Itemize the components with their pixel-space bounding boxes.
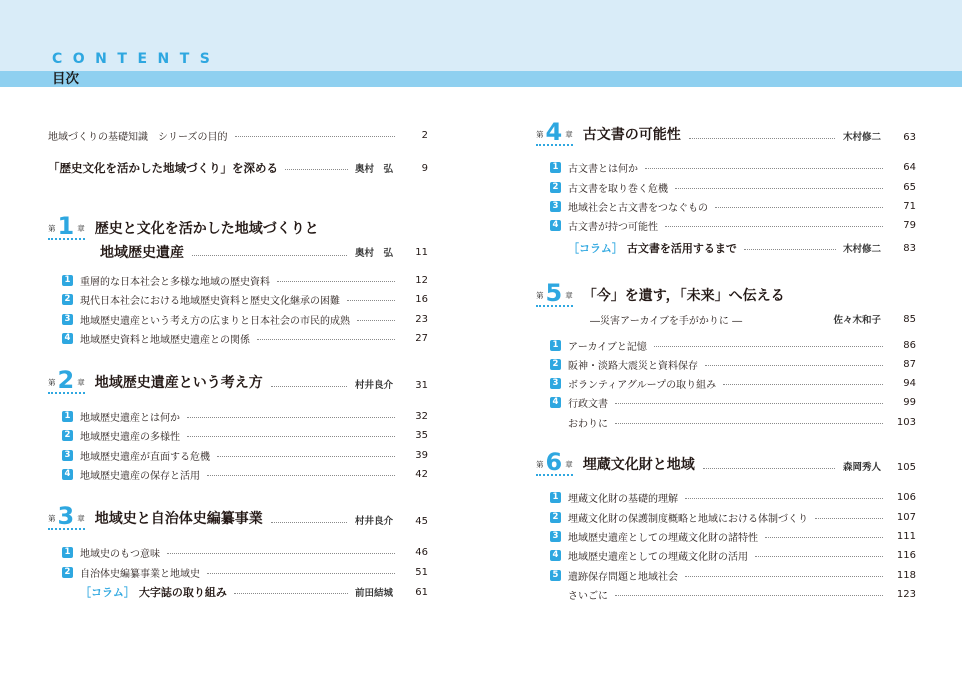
leader-dots <box>665 226 883 227</box>
leader-dots <box>257 339 395 340</box>
chapter-subtitle: ―災害アーカイブを手がかりに ― <box>590 315 743 327</box>
section-number-badge: 3 <box>62 450 73 461</box>
page-number: 46 <box>415 546 428 558</box>
section-title: 古文書を取り巻く危機 <box>568 183 668 195</box>
leader-dots <box>234 593 348 594</box>
leader-dots <box>715 207 883 208</box>
section-title: 地域歴史遺産としての埋蔵文化財の諸特性 <box>568 532 758 544</box>
author: 奥村 弘 <box>354 248 393 259</box>
section-entry[interactable] <box>550 374 916 392</box>
page-number: 61 <box>415 586 428 598</box>
leader-dots <box>187 417 395 418</box>
section-title: 地域社会と古文書をつなぐもの <box>568 202 708 214</box>
section-title: 地域歴史遺産としての埋蔵文化財の活用 <box>568 551 748 563</box>
chapter-4-heading[interactable] <box>536 118 916 146</box>
section-number-badge: 3 <box>550 201 561 212</box>
chapter-number-label <box>48 366 85 394</box>
section-title: 遺跡保存問題と地域社会 <box>568 571 678 583</box>
page-number: 94 <box>903 377 916 389</box>
chapter-prefix: 第 <box>48 514 56 523</box>
section-entry[interactable] <box>62 271 428 289</box>
section-number-badge: 2 <box>550 512 561 523</box>
section-title: 自治体史編纂事業と地域史 <box>80 568 200 580</box>
leader-dots <box>685 498 883 499</box>
page-number: 87 <box>903 358 916 370</box>
page-number: 35 <box>415 429 428 441</box>
section-number-badge: 2 <box>550 182 561 193</box>
page-number: 64 <box>903 161 916 173</box>
section-number-badge: 1 <box>550 340 561 351</box>
leader-dots <box>235 136 396 137</box>
page-number: 2 <box>421 129 428 141</box>
section-title: 地域歴史遺産の多様性 <box>80 431 180 443</box>
section-title: 古文書とは何か <box>568 163 638 175</box>
chapter-1-heading[interactable] <box>48 212 428 240</box>
section-number-badge: 1 <box>62 411 73 422</box>
page-number: 99 <box>903 396 916 408</box>
author: 森岡秀人 <box>842 462 881 473</box>
leader-dots <box>689 138 835 139</box>
section-entry[interactable] <box>550 488 916 506</box>
leader-dots <box>277 281 395 282</box>
page-number: 12 <box>415 274 428 286</box>
page-title: 目次 <box>52 71 79 87</box>
section-title: ボランティアグループの取り組み <box>568 379 717 391</box>
column-text: 大字誌の取り組み <box>138 586 227 599</box>
leader-dots <box>271 522 347 523</box>
leader-dots <box>755 556 883 557</box>
page-number: 23 <box>415 313 428 325</box>
column-entry[interactable] <box>568 239 916 257</box>
section-title: アーカイブと記憶 <box>568 341 647 353</box>
chapter-suffix: 章 <box>565 291 573 300</box>
chapter-number-label <box>536 118 573 146</box>
chapter-1-title-cont[interactable] <box>100 242 428 262</box>
chapter-number-label <box>48 502 85 530</box>
page-number: 31 <box>415 380 428 391</box>
chapter-number: 1 <box>57 212 75 240</box>
leader-dots <box>357 320 395 321</box>
leader-dots <box>192 255 347 256</box>
chapter-prefix: 第 <box>48 378 56 387</box>
author: 佐々木和子 <box>833 315 881 326</box>
leader-dots <box>615 595 883 596</box>
chapter-suffix: 章 <box>77 378 85 387</box>
section-entry[interactable] <box>62 465 428 483</box>
leader-dots <box>685 576 883 577</box>
page-number: 45 <box>415 516 428 527</box>
leader-dots <box>167 553 395 554</box>
leader-dots <box>207 573 395 574</box>
section-title: 重層的な日本社会と多様な地域の歴史資料 <box>80 276 270 288</box>
chapter-title-continued: 地域歴史遺産 <box>100 245 184 261</box>
section-entry[interactable] <box>550 393 916 411</box>
page-number: 116 <box>896 549 916 561</box>
chapter-title: 地域歴史遺産という考え方 <box>94 375 263 391</box>
entry-title: 「歴史文化を活かした地域づくり」を深める <box>48 161 278 175</box>
chapter-suffix: 章 <box>77 224 85 233</box>
leader-dots <box>705 365 883 366</box>
section-number-badge: 2 <box>62 430 73 441</box>
chapter-prefix: 第 <box>536 291 544 300</box>
author: 木村修二 <box>842 132 881 143</box>
page-number: 118 <box>896 569 916 581</box>
leader-dots <box>217 456 395 457</box>
header-band <box>0 71 962 87</box>
leader-dots <box>654 346 883 347</box>
section-entry[interactable] <box>550 336 916 354</box>
section-title: 阪神・淡路大震災と資料保存 <box>568 360 698 372</box>
section-number-badge: 4 <box>550 550 561 561</box>
leader-dots <box>645 168 883 169</box>
section-number-badge: 4 <box>62 469 73 480</box>
leader-dots <box>744 249 836 250</box>
leader-dots <box>675 188 883 189</box>
page-number: 42 <box>415 468 428 480</box>
chapter-title: 地域史と自治体史編纂事業 <box>94 511 263 527</box>
closing-title: おわりに <box>568 418 608 430</box>
leader-dots <box>207 475 395 476</box>
leader-dots <box>615 423 883 424</box>
page-number: 105 <box>896 462 916 473</box>
column-mark: ［コラム］ <box>568 242 623 255</box>
section-entry[interactable] <box>550 566 916 584</box>
page-number: 106 <box>896 491 916 503</box>
leader-dots <box>765 537 883 538</box>
section-number-badge: 5 <box>550 570 561 581</box>
page-number: 65 <box>903 181 916 193</box>
page-number: 11 <box>415 246 428 258</box>
page-number: 51 <box>415 566 428 578</box>
page-number: 107 <box>896 511 916 523</box>
section-number-badge: 3 <box>550 378 561 389</box>
section-number-badge: 2 <box>62 294 73 305</box>
column-text: 古文書を活用するまで <box>626 242 737 255</box>
page-number: 79 <box>903 219 916 231</box>
page-number: 63 <box>903 132 916 143</box>
section-title: 地域歴史遺産の保存と活用 <box>80 470 200 482</box>
section-number-badge: 4 <box>62 333 73 344</box>
section-number-badge: 2 <box>550 359 561 370</box>
section-number-badge: 2 <box>62 567 73 578</box>
section-entry[interactable] <box>62 563 428 581</box>
chapter-suffix: 章 <box>77 514 85 523</box>
section-title: 地域史のもつ意味 <box>80 548 160 560</box>
section-title: 地域歴史遺産とは何か <box>80 412 180 424</box>
leader-dots <box>271 386 347 387</box>
section-entry[interactable] <box>550 178 916 196</box>
chapter-number: 4 <box>545 118 563 146</box>
section-entry[interactable] <box>550 527 916 545</box>
section-entry[interactable] <box>550 158 916 176</box>
section-entry[interactable] <box>62 543 428 561</box>
page-number: 71 <box>903 200 916 212</box>
section-entry[interactable] <box>62 310 428 328</box>
section-number-badge: 1 <box>550 162 561 173</box>
author: 奥村 弘 <box>354 164 393 175</box>
section-entry[interactable] <box>62 446 428 464</box>
section-entry[interactable] <box>62 407 428 425</box>
section-entry[interactable] <box>550 197 916 215</box>
leader-dots <box>723 384 883 385</box>
section-title: 地域歴史資料と地域歴史遺産との関係 <box>80 334 250 346</box>
page-number: 123 <box>896 588 916 600</box>
chapter-suffix: 章 <box>565 460 573 469</box>
author: 村井良介 <box>354 516 393 527</box>
column-entry[interactable] <box>80 583 428 601</box>
leader-dots <box>615 403 883 404</box>
leader-dots <box>347 300 395 301</box>
leader-spacer <box>750 322 825 323</box>
chapter-3-heading[interactable] <box>48 502 428 530</box>
chapter-number-label <box>536 448 573 476</box>
page-number: 27 <box>415 332 428 344</box>
chapter-prefix: 第 <box>536 460 544 469</box>
page-number: 83 <box>903 242 916 254</box>
chapter-5-subtitle[interactable] <box>590 309 916 329</box>
chapter-6-heading[interactable] <box>536 448 916 476</box>
chapter-prefix: 第 <box>536 130 544 139</box>
page-number: 111 <box>896 530 916 542</box>
section-entry[interactable] <box>62 426 428 444</box>
page-number: 16 <box>415 293 428 305</box>
section-number-badge: 4 <box>550 397 561 408</box>
author: 木村修二 <box>842 244 881 255</box>
page-number: 85 <box>903 313 916 325</box>
section-entry[interactable] <box>62 329 428 347</box>
chapter-2-heading[interactable] <box>48 366 428 394</box>
chapter-number-label <box>48 212 85 240</box>
chapter-title: 古文書の可能性 <box>582 127 681 143</box>
closing-title: さいごに <box>568 590 608 602</box>
section-entry[interactable] <box>550 216 916 234</box>
page-number: 86 <box>903 339 916 351</box>
chapter-title: 「今」を遺す，「未来」へ伝える <box>582 288 785 304</box>
section-entry[interactable] <box>550 508 916 526</box>
column-title <box>568 240 737 256</box>
chapter-5-heading[interactable] <box>536 279 916 307</box>
section-number-badge: 1 <box>550 492 561 503</box>
chapter-prefix: 第 <box>48 224 56 233</box>
chapter-number: 3 <box>57 502 75 530</box>
chapter-title: 歴史と文化を活かした地域づくりと <box>94 221 319 237</box>
section-title: 埋蔵文化財の保護制度概略と地域における体制づくり <box>568 513 808 525</box>
section-number-badge: 4 <box>550 220 561 231</box>
section-title: 現代日本社会における地域歴史資料と歴史文化継承の困難 <box>80 295 340 307</box>
column-title <box>80 584 227 600</box>
section-number-badge: 1 <box>62 275 73 286</box>
section-entry[interactable] <box>550 546 916 564</box>
section-entry[interactable] <box>62 290 428 308</box>
page-number: 39 <box>415 449 428 461</box>
contents-heading: CONTENTS <box>52 51 221 67</box>
section-title: 地域歴史遺産が直面する危機 <box>80 451 210 463</box>
chapter-number-label <box>536 279 573 307</box>
author: 村井良介 <box>354 380 393 391</box>
chapter-suffix: 章 <box>565 130 573 139</box>
toc-entry-intro[interactable] <box>48 126 428 144</box>
section-title: 地域歴史遺産という考え方の広まりと日本社会の市民的成熟 <box>80 315 350 327</box>
section-title: 行政文書 <box>568 398 608 410</box>
chapter-title: 埋蔵文化財と地域 <box>582 457 695 473</box>
closing-entry[interactable] <box>568 413 916 431</box>
leader-dots <box>285 169 348 170</box>
closing-entry[interactable] <box>568 585 916 603</box>
author: 前田結城 <box>354 588 393 599</box>
section-number-badge: 1 <box>62 547 73 558</box>
page-number: 32 <box>415 410 428 422</box>
chapter-number: 5 <box>545 279 563 307</box>
page-number: 9 <box>421 162 428 174</box>
entry-title: 地域づくりの基礎知識 シリーズの目的 <box>48 131 228 143</box>
leader-dots <box>815 518 883 519</box>
leader-dots <box>703 468 835 469</box>
toc-entry-preface[interactable] <box>48 159 428 177</box>
section-number-badge: 3 <box>550 531 561 542</box>
section-entry[interactable] <box>550 355 916 373</box>
section-title: 古文書が持つ可能性 <box>568 221 658 233</box>
chapter-number: 6 <box>545 448 563 476</box>
page-number: 103 <box>896 416 916 428</box>
column-mark: ［コラム］ <box>80 586 135 599</box>
section-number-badge: 3 <box>62 314 73 325</box>
chapter-number: 2 <box>57 366 75 394</box>
leader-dots <box>187 436 395 437</box>
section-title: 埋蔵文化財の基礎的理解 <box>568 493 678 505</box>
